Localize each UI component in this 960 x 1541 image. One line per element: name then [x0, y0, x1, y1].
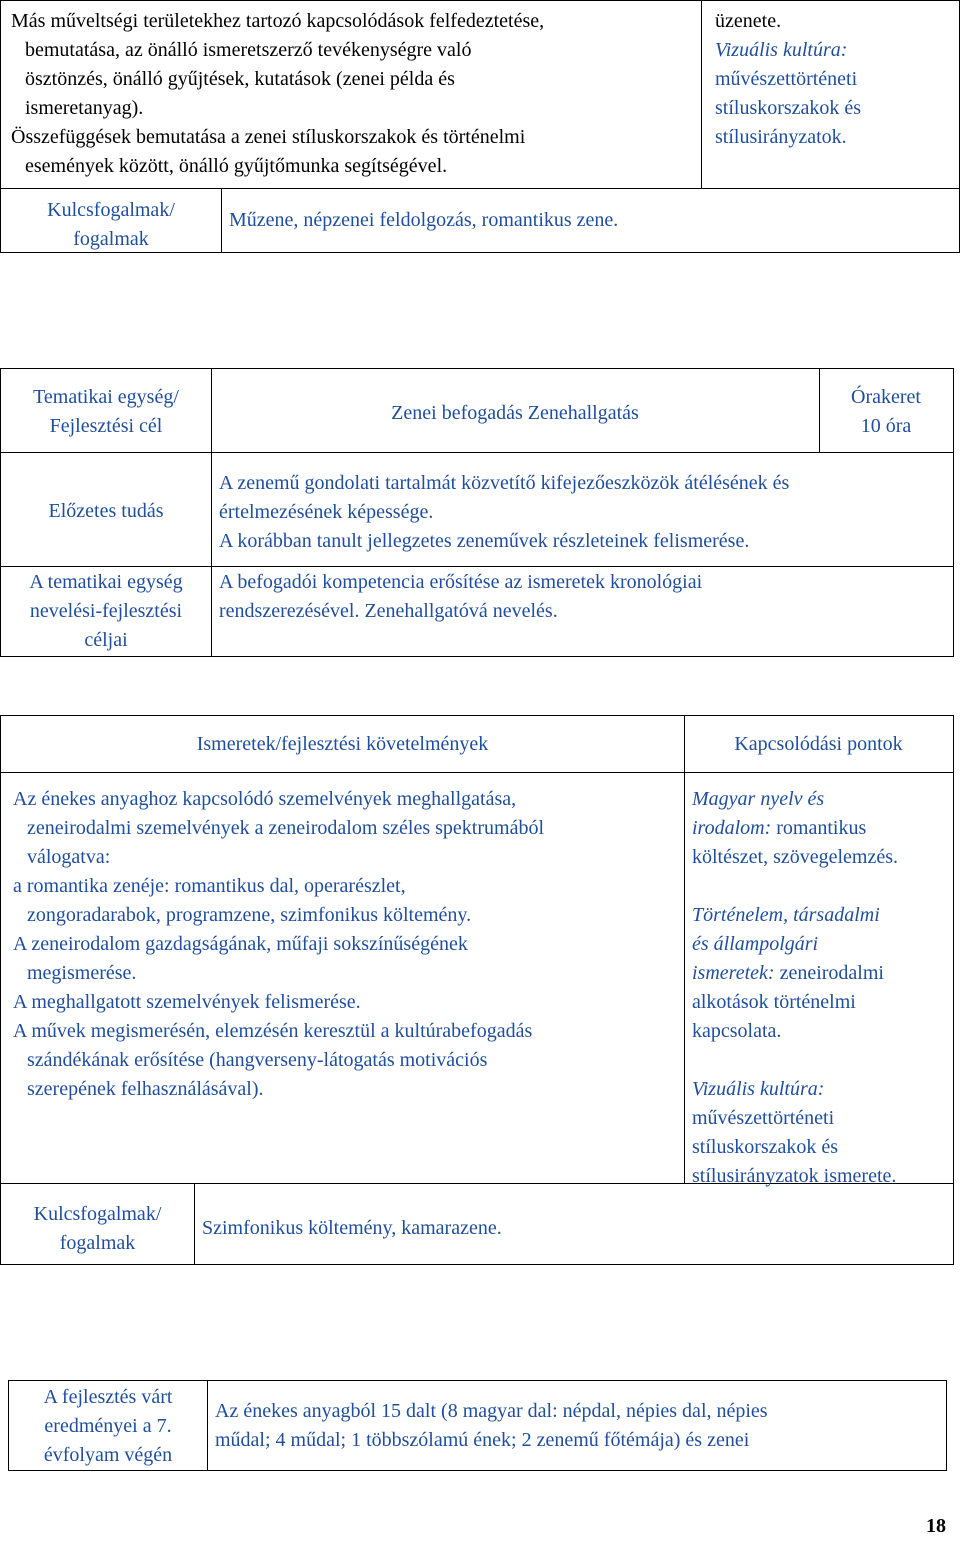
expected-results-text: Az énekes anyagból 15 dalt (8 magyar dal: népdal, népies dal, népies műdal; 4 műdal; 1 többszólamú ének; 2 zenemű főtémája) és zenei	[215, 1400, 768, 1451]
unit-goals-text: A befogadói kompetencia erősítése az ismeretek kronológiai rendszerezésével. Zenehallgatóvá nevelés.	[219, 571, 703, 622]
prior-knowledge-text: A zenemű gondolati tartalmát közvetítő kifejezőeszközök átélésének és értelmezésének képessége. A korábban tanult jellegzetes zeneművek részleteinek felismerése.	[219, 472, 790, 552]
unit-goals-label: A tematikai egység nevelési-fejlesztési céljai	[29, 571, 183, 651]
key-concepts-value: Szimfonikus költemény, kamarazene.	[202, 1217, 502, 1239]
cross-links	[715, 7, 955, 152]
table-competencies-continued	[0, 0, 960, 253]
list-item: a romantika zenéje: romantikus dal, operarészlet, zongoradarabok, programzene, szimfonikus költemény.	[13, 875, 472, 926]
table-requirements	[0, 715, 954, 1265]
text-line: bemutatása, az önálló ismeretszerző tevékenységre való	[25, 39, 472, 61]
text-line: művészettörténeti	[715, 68, 858, 90]
text-line: stílusirányzatok.	[715, 126, 847, 148]
connections-header: Kapcsolódási pontok	[734, 733, 903, 755]
list-item: A zeneirodalom gazdagságának, műfaji sokszínűségének megismerése.	[13, 933, 468, 984]
key-concepts-label: Kulcsfogalmak/ fogalmak	[33, 1203, 162, 1254]
connections-list	[692, 785, 954, 1191]
requirements-list	[13, 785, 681, 1104]
expected-results-label: A fejlesztés várt eredményei a 7. évfolyam végén	[43, 1386, 173, 1466]
text-line: Összefüggések bemutatása a zenei stíluskorszakok és történelmi	[11, 126, 526, 148]
unit-title: Zenei befogadás Zenehallgatás	[391, 402, 639, 424]
connection-history: Történelem, társadalmi és állampolgári ismeretek: zeneirodalmi alkotások történelmi kapcsolata.	[692, 904, 884, 1042]
table-thematic-unit	[0, 368, 954, 657]
text-line: ösztönzés, önálló gyűjtések, kutatások (zenei példa és	[25, 68, 455, 90]
list-item: Az énekes anyaghoz kapcsolódó szemelvények meghallgatása, zeneirodalmi szemelvények a zeneirodalom széles spektrumából válogatva:	[13, 788, 545, 868]
list-item: A művek megismerésén, elemzésén keresztül a kultúrabefogadás szándékának erősítése (hangverseny-látogatás motivációs szerepének felhasználásával).	[13, 1020, 533, 1100]
requirements-header: Ismeretek/fejlesztési követelmények	[196, 733, 489, 755]
prior-knowledge-label: Előzetes tudás	[48, 500, 164, 522]
text-line: stíluskorszakok és	[715, 97, 862, 119]
text-line: ismeretanyag).	[25, 97, 144, 119]
connection-visual-culture: Vizuális kultúra: művészettörténeti stíluskorszakok és stílusirányzatok ismerete.	[692, 1078, 897, 1187]
list-item: A meghallgatott szemelvények felismerése.	[13, 991, 361, 1013]
connection-hungarian: Magyar nyelv és irodalom: romantikus költészet, szövegelemzés.	[692, 788, 899, 868]
subject-label: Vizuális kultúra:	[715, 39, 848, 61]
table-expected-results	[8, 1380, 947, 1471]
hours-box: Órakeret 10 óra	[851, 386, 921, 437]
key-concepts-value: Műzene, népzenei feldolgozás, romantikus zene.	[229, 209, 619, 231]
key-concepts-label: Kulcsfogalmak/ fogalmak	[47, 199, 175, 250]
page-number: 18	[926, 1515, 946, 1537]
text-line: események között, önálló gyűjtőmunka segítségével.	[25, 155, 448, 177]
unit-header-label: Tematikai egység/ Fejlesztési cél	[33, 386, 179, 437]
goals-text	[11, 7, 701, 181]
text-line: Más műveltségi területekhez tartozó kapcsolódások felfedeztetése,	[11, 10, 545, 32]
text-line: üzenete.	[715, 10, 782, 32]
